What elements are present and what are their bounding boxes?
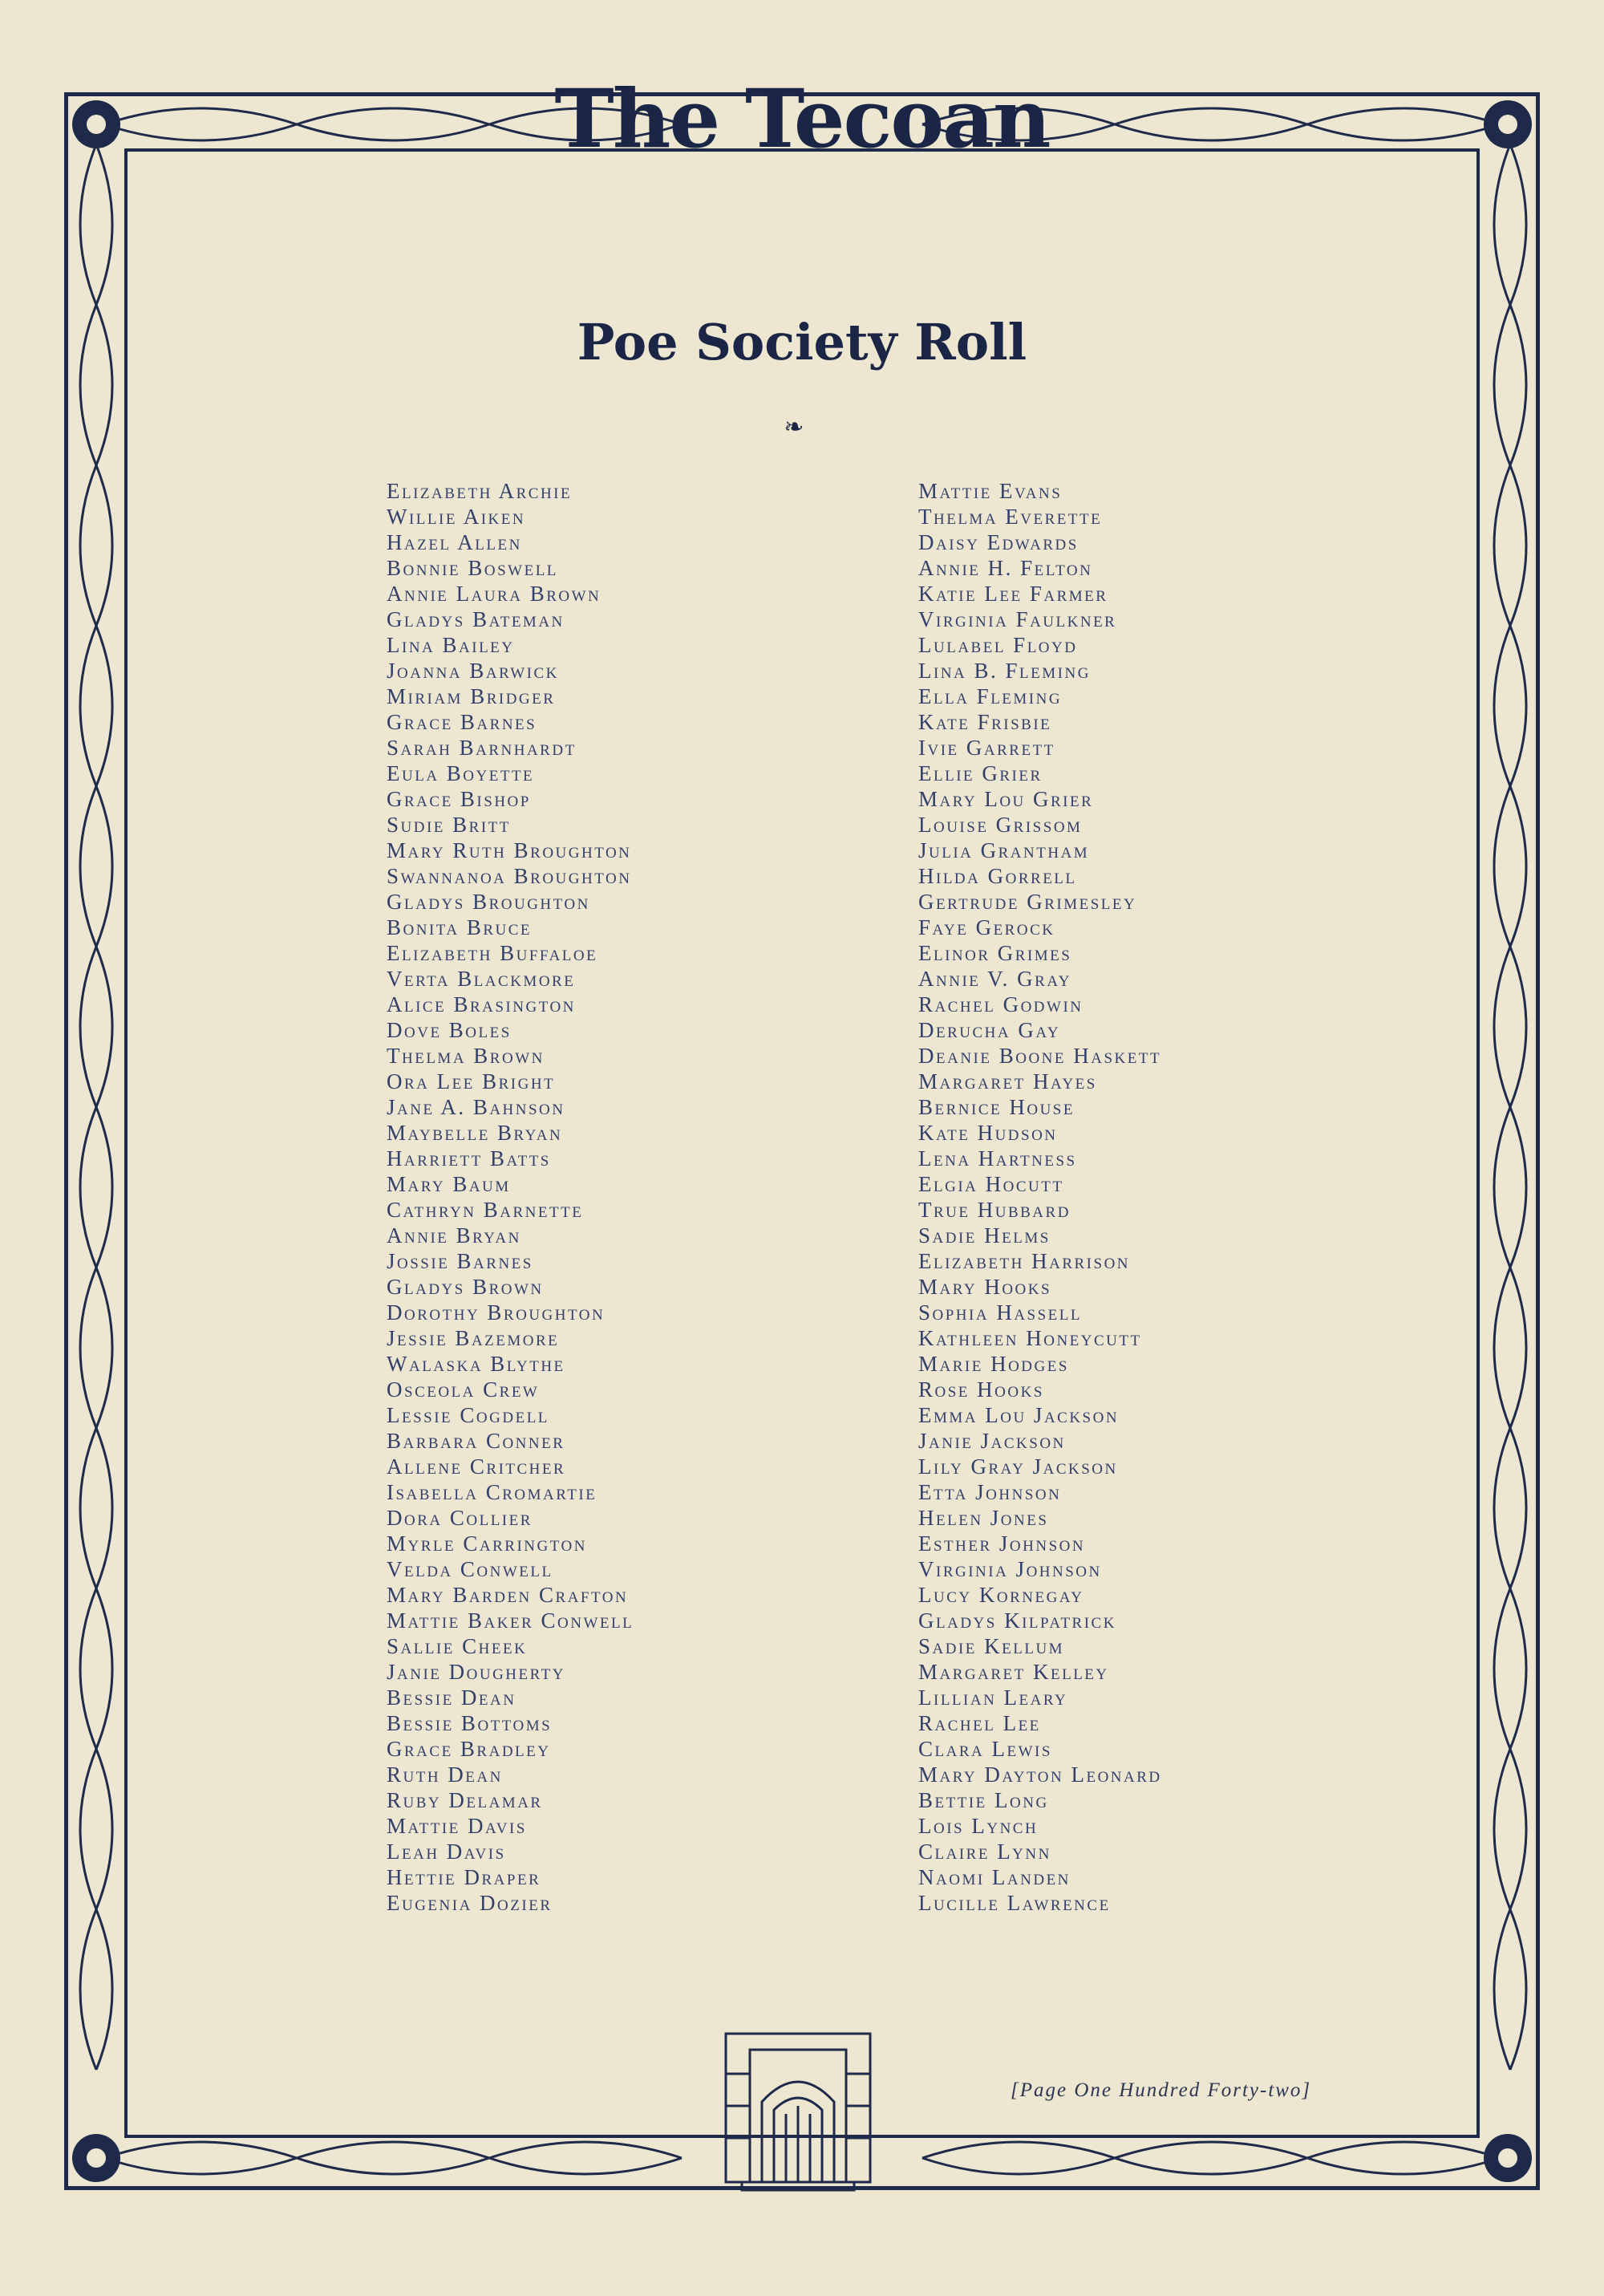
member-name: Osceola Crew xyxy=(387,1377,540,1402)
member-name: Julia Grantham xyxy=(918,838,1090,862)
member-name: Joanna Barwick xyxy=(387,659,559,683)
member-name: Gladys Kilpatrick xyxy=(918,1608,1116,1633)
member-name: Lina Bailey xyxy=(387,633,515,657)
member-name: Emma Lou Jackson xyxy=(918,1403,1120,1427)
member-name: Annie V. Gray xyxy=(918,967,1072,991)
member-name: Sallie Cheek xyxy=(387,1634,528,1658)
member-name: Annie Laura Brown xyxy=(387,582,602,606)
member-name: Jane A. Bahnson xyxy=(387,1095,565,1119)
member-name: Lulabel Floyd xyxy=(918,633,1078,657)
member-name: Harriett Batts xyxy=(387,1146,551,1170)
member-name: Jessie Bazemore xyxy=(387,1326,560,1350)
member-name: Kathleen Honeycutt xyxy=(918,1326,1142,1350)
member-name: Derucha Gay xyxy=(918,1018,1061,1042)
member-name: Elizabeth Harrison xyxy=(918,1249,1131,1273)
member-name: Elizabeth Archie xyxy=(387,479,573,503)
member-name: Ella Fleming xyxy=(918,684,1063,708)
member-name: Sadie Helms xyxy=(918,1223,1051,1247)
member-name: Grace Bishop xyxy=(387,787,531,811)
masthead: The Tecoan xyxy=(554,71,1050,166)
member-name: Annie H. Felton xyxy=(918,556,1093,580)
member-name: Verta Blackmore xyxy=(387,967,576,991)
member-name: Margaret Kelley xyxy=(918,1660,1109,1684)
member-name: Walaska Blythe xyxy=(387,1352,565,1376)
member-name: Lucille Lawrence xyxy=(918,1891,1111,1915)
member-name: Bernice House xyxy=(918,1095,1075,1119)
member-name: Mattie Evans xyxy=(918,479,1063,503)
member-name: Bessie Bottoms xyxy=(387,1711,553,1735)
member-name: Thelma Brown xyxy=(387,1044,545,1068)
corner-rosette-icon xyxy=(68,2130,124,2186)
member-name: Thelma Everette xyxy=(918,505,1103,529)
member-name: Janie Jackson xyxy=(918,1429,1066,1453)
member-name: Leah Davis xyxy=(387,1840,506,1864)
member-name: Mattie Davis xyxy=(387,1814,527,1838)
member-name: Eula Boyette xyxy=(387,761,535,785)
member-name: Naomi Landen xyxy=(918,1865,1071,1889)
member-name: Dove Boles xyxy=(387,1018,512,1042)
member-name: Hazel Allen xyxy=(387,530,522,554)
member-name: Maybelle Bryan xyxy=(387,1121,563,1145)
member-name: Grace Bradley xyxy=(387,1737,551,1761)
member-name: Bonita Bruce xyxy=(387,915,533,939)
corner-rosette-icon xyxy=(1480,2130,1536,2186)
member-name: Hilda Gorrell xyxy=(918,864,1077,888)
member-name: Claire Lynn xyxy=(918,1840,1051,1864)
member-name: Faye Gerock xyxy=(918,915,1055,939)
member-name: Ruby Delamar xyxy=(387,1788,543,1812)
member-name: Lois Lynch xyxy=(918,1814,1039,1838)
member-name: Swannanoa Broughton xyxy=(387,864,632,888)
member-name: Gladys Broughton xyxy=(387,890,590,914)
member-name: Lillian Leary xyxy=(918,1685,1068,1710)
member-name: Gertrude Grimesley xyxy=(918,890,1137,914)
member-name: Willie Aiken xyxy=(387,505,526,529)
member-name: Eugenia Dozier xyxy=(387,1891,553,1915)
member-name: Marie Hodges xyxy=(918,1352,1069,1376)
inner-border xyxy=(124,148,1480,2138)
member-name: Elinor Grimes xyxy=(918,941,1072,965)
member-name: Sadie Kellum xyxy=(918,1634,1065,1658)
member-name: Margaret Hayes xyxy=(918,1069,1097,1093)
member-name: Bonnie Boswell xyxy=(387,556,558,580)
member-name: Alice Brasington xyxy=(387,992,576,1016)
member-name: Rachel Godwin xyxy=(918,992,1084,1016)
member-name: Katie Lee Farmer xyxy=(918,582,1108,606)
member-name: Mattie Baker Conwell xyxy=(387,1608,634,1633)
right-vine-ornament xyxy=(1482,144,1538,2150)
member-name: Mary Baum xyxy=(387,1172,511,1196)
member-name: True Hubbard xyxy=(918,1198,1071,1222)
member-name: Kate Frisbie xyxy=(918,710,1052,734)
page-number: [Page One Hundred Forty-two] xyxy=(1011,2079,1312,2101)
member-name: Lily Gray Jackson xyxy=(918,1454,1118,1479)
member-name: Velda Conwell xyxy=(387,1557,553,1581)
member-name: Allene Critcher xyxy=(387,1454,566,1479)
member-name: Clara Lewis xyxy=(918,1737,1052,1761)
member-name: Mary Lou Grier xyxy=(918,787,1094,811)
member-name: Ellie Grier xyxy=(918,761,1043,785)
member-name: Gladys Brown xyxy=(387,1275,544,1299)
doorway-illustration-icon xyxy=(710,2026,886,2194)
member-name: Myrle Carrington xyxy=(387,1531,587,1556)
member-name: Rose Hooks xyxy=(918,1377,1044,1402)
fleuron-icon: ❧ xyxy=(784,414,804,440)
member-name: Mary Ruth Broughton xyxy=(387,838,632,862)
member-name: Sudie Britt xyxy=(387,813,511,837)
member-name: Jossie Barnes xyxy=(387,1249,533,1273)
member-name: Lena Hartness xyxy=(918,1146,1077,1170)
member-name: Janie Dougherty xyxy=(387,1660,565,1684)
member-name: Hettie Draper xyxy=(387,1865,541,1889)
member-name: Sophia Hassell xyxy=(918,1300,1082,1324)
member-name: Miriam Bridger xyxy=(387,684,556,708)
member-name: Daisy Edwards xyxy=(918,530,1079,554)
member-name: Lina B. Fleming xyxy=(918,659,1091,683)
member-name: Ora Lee Bright xyxy=(387,1069,556,1093)
member-name: Kate Hudson xyxy=(918,1121,1058,1145)
member-name: Louise Grissom xyxy=(918,813,1083,837)
member-name: Sarah Barnhardt xyxy=(387,736,577,760)
member-name: Esther Johnson xyxy=(918,1531,1086,1556)
member-name: Ruth Dean xyxy=(387,1763,503,1787)
member-name: Deanie Boone Haskett xyxy=(918,1044,1162,1068)
member-name: Lessie Cogdell xyxy=(387,1403,549,1427)
member-name: Bessie Dean xyxy=(387,1685,516,1710)
member-name: Elgia Hocutt xyxy=(918,1172,1064,1196)
member-name: Helen Jones xyxy=(918,1506,1049,1530)
member-name: Mary Hooks xyxy=(918,1275,1052,1299)
member-name: Dorothy Broughton xyxy=(387,1300,606,1324)
member-name: Annie Bryan xyxy=(387,1223,521,1247)
member-name: Virginia Johnson xyxy=(918,1557,1102,1581)
member-name: Mary Dayton Leonard xyxy=(918,1763,1162,1787)
member-name: Grace Barnes xyxy=(387,710,537,734)
member-name: Rachel Lee xyxy=(918,1711,1041,1735)
member-name: Barbara Conner xyxy=(387,1429,565,1453)
member-name: Dora Collier xyxy=(387,1506,533,1530)
right-name-column xyxy=(918,478,1162,1916)
page-title: Poe Society Roll xyxy=(577,313,1027,371)
member-name: Bettie Long xyxy=(918,1788,1049,1812)
member-name: Virginia Faulkner xyxy=(918,607,1117,631)
member-name: Lucy Kornegay xyxy=(918,1583,1084,1607)
member-name: Elizabeth Buffaloe xyxy=(387,941,598,965)
left-vine-ornament xyxy=(68,144,124,2150)
member-name: Etta Johnson xyxy=(918,1480,1062,1504)
member-name: Gladys Bateman xyxy=(387,607,565,631)
member-name: Ivie Garrett xyxy=(918,736,1055,760)
member-name: Isabella Cromartie xyxy=(387,1480,597,1504)
member-name: Cathryn Barnette xyxy=(387,1198,584,1222)
member-name: Mary Barden Crafton xyxy=(387,1583,629,1607)
left-name-column xyxy=(387,478,634,1916)
